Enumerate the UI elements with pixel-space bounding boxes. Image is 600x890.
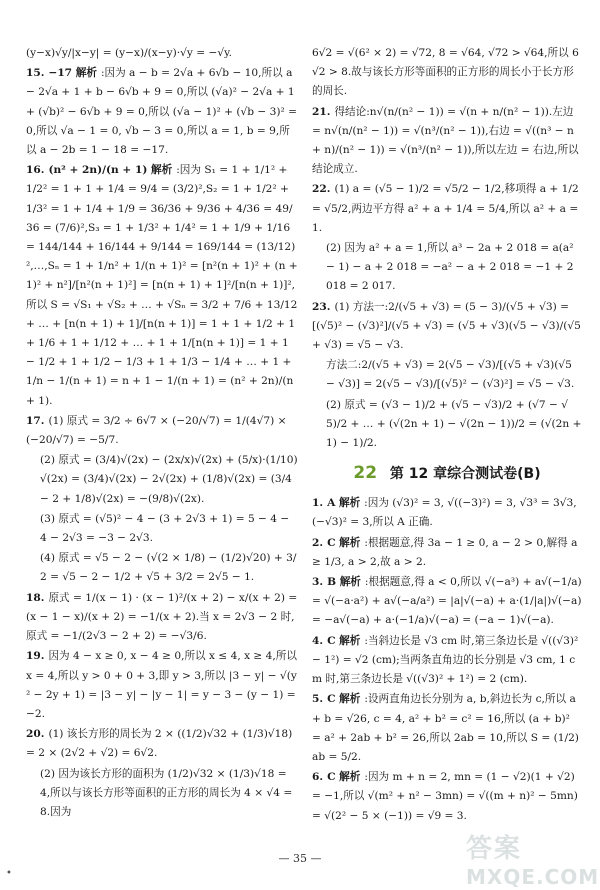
answer-paragraph xyxy=(26,647,298,724)
answer-paragraph xyxy=(312,298,582,356)
answer-paragraph xyxy=(26,549,298,587)
answer-text: 6√2 = √(6² × 2) = √72, 8 = √64, √72 > √64,所以 6√2 > 8.故与该长方形等面积的正方形的周长小于长方形的周长. xyxy=(312,47,579,98)
answer-keyword: C 解析 xyxy=(327,693,361,706)
answer-paragraph xyxy=(312,534,582,572)
answer-text: (1) 该长方形的周长为 2 × ((1/2)√32 + (1/3)√18) = 2 × (2√2 + √2) = 6√2. xyxy=(26,728,293,760)
answer-paragraph xyxy=(26,44,298,63)
question-number: 16. xyxy=(26,164,45,177)
answer-paragraph xyxy=(26,161,298,411)
answer-paragraph xyxy=(312,239,582,297)
answer-paragraph xyxy=(312,573,582,631)
answer-paragraph xyxy=(312,44,582,102)
answer-keyword: C 解析 xyxy=(327,634,361,647)
answer-text: (2) 原式 = (√3 − 1)/2 + (√5 − √3)/2 + (√7 − √5)/2 + … + (√(2n + 1) − √(2n − 1))/2 = (√(2n + 1) − 1)/2. xyxy=(326,398,582,450)
answer-text: (1) 方法一:2/(√5 + √3) = (5 − 3)/(√5 + √3) = [(√5)² − (√3)²]/(√5 + √3) = (√5 + √3)(√5 − √3)/(√5 + √3) = √5 − √3. xyxy=(312,300,581,352)
question-number: 22. xyxy=(312,183,331,196)
question-number: 23. xyxy=(312,300,331,313)
answer-text: (4) 原式 = √5 − 2 − (√(2 × 1/8) − (1/2)√20) + 3/2 = √5 − 2 − 1/2 + √5 + 3/2 = 2√5 − 1. xyxy=(40,552,297,584)
answer-paragraph xyxy=(312,632,582,690)
answer-paragraph xyxy=(312,103,582,180)
answer-paragraph xyxy=(26,451,298,509)
question-number: 6. xyxy=(312,771,324,784)
answer-paragraph xyxy=(26,64,298,160)
question-number: 1. xyxy=(312,497,324,510)
question-number: 5. xyxy=(312,693,324,706)
margin-mark: • xyxy=(6,868,12,879)
answer-text: 得结论:n√(n/(n² − 1)) = √(n + n/(n² − 1)).左边 = n√(n/(n² − 1)) = √(n³/(n² − 1)),右边 = √((n³ − n + n)/(n² − 1)) = √(n³/(n² − 1)),所以左边 = 右边,所以结论成立. xyxy=(312,105,579,176)
question-number: 4. xyxy=(312,634,324,647)
answer-text: 因为 4 − x ≥ 0, x − 4 ≥ 0,所以 x ≤ 4, x ≥ 4,所以 x = 4,所以 y > 0 + 0 + 3,即 y > 3,所以 |3 − y| − √(y² − 2y + 1) = |3 − y| − |y − 1| = y − 3 − (y − 1) = −2. xyxy=(26,650,297,720)
answer-text: (y−x)√y/|x−y| = (y−x)/(x−y)·√y = −√y. xyxy=(26,47,233,59)
answer-text: (2) 原式 = (3/4)√(2x) − (2x/x)√(2x) + (5/x)·(1/10)√(2x) = (3/4)√(2x) − 2√(2x) + (1/8)√(2x) = (3/4 − 2 + 1/8)√(2x) = −(9/8)√(2x). xyxy=(40,454,298,505)
section-number-badge: 22 xyxy=(353,463,378,484)
answer-text: (2) 因为该长方形的面积为 (1/2)√32 × (1/3)√18 = 4,所以与该长方形等面积的正方形的周长为 4 × √4 = 8.因为 xyxy=(40,767,293,818)
answer-text: :根据题意,得 3a − 1 ≥ 0, a − 2 > 0,解得 a ≥ 1/3, a > 2,故 a > 2. xyxy=(312,536,578,568)
answer-keyword: A 解析 xyxy=(327,497,361,510)
answer-text: :设两直角边长分别为 a, b,斜边长为 c,所以 a + b = √26, c = 4, a² + b² = c² = 16,所以 (a + b)² = a² + 2ab + b² = 26,所以 2ab = 10,所以 S = (1/2)ab = 5/2. xyxy=(312,693,579,763)
answer-text: :因为 (√3)² = 3, √((−3)²) = 3, √3³ = 3√3, (−√3)² = 3,所以 A 正确. xyxy=(312,497,577,529)
answer-keyword: B 解析 xyxy=(327,576,361,589)
question-number: 3. xyxy=(312,576,324,589)
answer-paragraph xyxy=(312,180,582,238)
answer-text: (2) 因为 a² + a = 1,所以 a³ − 2a + 2 018 = a(a² − 1) − a + 2 018 = −a² − a + 2 018 = −1 + 2 018 = 2 017. xyxy=(326,242,574,293)
test-answers xyxy=(312,494,582,825)
answer-paragraph xyxy=(26,765,298,823)
answer-keyword: C 解析 xyxy=(327,536,361,549)
answer-keyword: (n² + 2n)/(n + 1) 解析 xyxy=(48,164,173,177)
section-heading xyxy=(312,463,582,484)
watermark-logo xyxy=(466,828,600,889)
section-title: 第 12 章综合测试卷(B) xyxy=(389,466,541,483)
answer-paragraph xyxy=(312,356,582,394)
question-number: 2. xyxy=(312,536,324,549)
answer-text: (1) 原式 = 3/2 ÷ 6√7 × (−20/√7) = 1/(4√7) × (−20/√7) = −5/7. xyxy=(26,414,287,447)
answer-paragraph xyxy=(26,510,298,548)
answer-text: 原式 = 1/(x − 1) · (x − 1)²/(x + 2) − x/(x + 2) = (x − 1 − x)/(x + 2) = −1/(x + 2).当 x = 2√3 − 2 时,原式 = −1/(2√3 − 2 + 2) = −√3/6. xyxy=(26,591,298,643)
answer-text: :因为 S₁ = 1 + 1/1² + 1/2² = 1 + 1 + 1/4 = 9/4 = (3/2)²,S₂ = 1 + 1/2² + 1/3² = 1 + 1/4 + 1/9 = 36/36 + 9/36 + 4/36 = 49/36 = (7/6)²,S₃ = 1 + 1/3² + 1/4² = 1 + 1/9 + 1/16 = 144/144 + 16/144 + 9/144 = 169/144 = (13/12)²,…,Sₙ = 1 + 1/n² + 1/(n + 1)² = [n²(n + 1)² + (n + 1)² + n²]/[n²(n + 1)²] = [n(n + 1) + 1]²/[n(n + 1)]²,所以 S = √S₁ + √S₂ + … + √Sₙ = 3/2 + 7/6 + 13/12 + … + [n(n + 1) + 1]/[n(n + 1)] = 1 + 1 + 1/2 + 1 + 1/6 + 1 + 1/12 + … + 1 + 1/[n(n + 1)] = 1 + 1 − 1/2 + 1 + 1/2 − 1/3 + 1 + 1/3 − 1/4 + … + 1 + 1/n − 1/(n + 1) = n + 1 − 1/(n + 1) = (n² + 2n)/(n + 1). xyxy=(26,164,298,407)
answer-keyword: C 解析 xyxy=(327,771,361,784)
question-number: 19. xyxy=(26,650,45,663)
question-number: 21. xyxy=(312,105,331,118)
answer-paragraph xyxy=(26,589,298,647)
question-number: 18. xyxy=(26,591,45,604)
answer-paragraph xyxy=(312,494,582,532)
answer-text: :根据题意,得 a < 0,所以 √(−a³) + a√(−1/a) = √(−a·a²) + a√(−a/a²) = |a|√(−a) + a·(1/|a|)√(−a) = −a√(−a) + a·(−1/a)√(−a) = (−a − 1)√(−a). xyxy=(312,576,582,627)
left-column xyxy=(26,44,298,823)
question-number: 20. xyxy=(26,728,45,741)
answer-text: :当斜边长是 √3 cm 时,第三条边长是 √((√3)² − 1²) = √2 (cm);当两条直角边的长分别是 √3 cm, 1 cm 时,第三条边长是 √((√3)² + 1²) = 2 (cm). xyxy=(312,634,579,686)
watermark-text-en: MXQE.COM xyxy=(466,865,600,889)
answer-text: :因为 m + n = 2, mn = (1 − √2)(1 + √2) = −1,所以 √(m² + n² − 3mn) = √((m + n)² − 5mn) = √(2² − 5 × (−1)) = √9 = 3. xyxy=(312,771,578,822)
answer-paragraph xyxy=(312,396,582,454)
answer-paragraph xyxy=(312,768,582,826)
question-number: 15. xyxy=(26,67,45,80)
answer-paragraph xyxy=(26,412,298,450)
page-number: — 35 — xyxy=(278,852,322,865)
answer-keyword: −17 解析 xyxy=(48,67,97,80)
answer-text: (1) a = (√5 − 1)/2 = √5/2 − 1/2,移项得 a + 1/2 = √5/2,两边平方得 a² + a + 1/4 = 5/4,所以 a² + a = 1. xyxy=(312,183,579,234)
answer-text: :因为 a − b = 2√a + 6√b − 10,所以 a − 2√a + 1 + b − 6√b + 9 = 0,所以 (√a)² − 2√a + 1 + (√b)² − 6√b + 9 = 0,所以 (√a − 1)² + (√b − 3)² = 0,所以 √a − 1 = 0, √b − 3 = 0,所以 a = 1, b = 9,所以 a − 2b = 1 − 18 = −17. xyxy=(26,67,297,157)
right-column xyxy=(312,44,582,827)
answer-paragraph xyxy=(312,690,582,767)
watermark-text-zh: 答案 xyxy=(466,834,523,864)
answer-text: 方法二:2/(√5 + √3) = 2(√5 − √3)/[(√5 + √3)(√5 − √3)] = 2(√5 − √3)/[(√5)² − (√3)²] = √5 − √3. xyxy=(326,359,575,391)
answer-paragraph xyxy=(26,725,298,763)
question-number: 17. xyxy=(26,414,45,427)
answer-text: (3) 原式 = (√5)² − 4 − (3 + 2√3 + 1) = 5 − 4 − 4 − 2√3 = −3 − 2√3. xyxy=(40,512,290,545)
right-column-answers xyxy=(312,44,582,453)
